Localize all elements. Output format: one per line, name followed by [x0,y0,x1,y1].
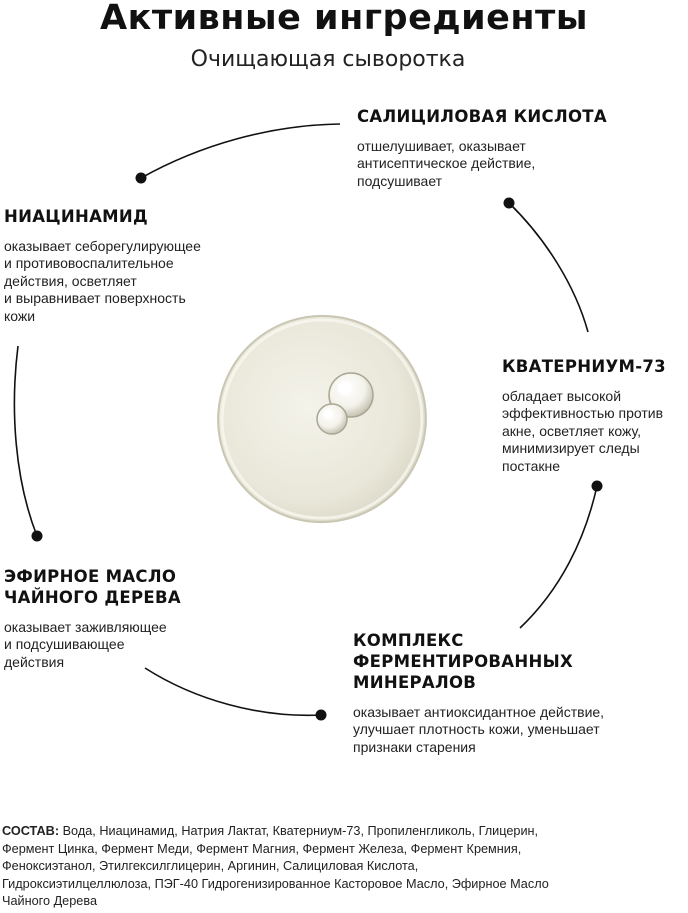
page-subtitle: Очищающая сыворотка [190,47,466,72]
ingredient-salicylic-acid [357,106,657,190]
composition-text [2,823,682,911]
ingredient-description: оказывает антиоксидантное действие, улучшает плотность кожи, уменьшает признаки старения [353,704,605,755]
ingredient-fermented-minerals [353,630,663,756]
page-title: Активные ингредиенты [100,0,588,38]
composition-list: Вода, Ниацинамид, Натрия Лактат, Кватерниум-73, Пропиленгликоль, Глицерин, Фермент Цинка, Фермент Меди, Фермент Магния, Фермент Железа, Фермент Кремния, Феноксиэтанол, Этилгексилглицерин, Аргинин, Салициловая Кислота, Гидроксиэтилцеллюлоза, ПЭГ-40 Гидрогенизированное Касторовое Масло, Эфирное Масло Чайного Дерева [2,824,549,908]
arc-salicylic-quaternium [509,203,588,332]
ingredient-name: КОМПЛЕКС ФЕРМЕНТИРОВАННЫХ МИНЕРАЛОВ [353,631,573,692]
ingredient-description: оказывает себорегулирующее и противовоспалительное действия, осветляет и выравнивает поверхность кожи [4,238,201,324]
arc-niacinamide-teatree [14,346,37,536]
dot-2 [504,198,515,209]
dot-5 [32,531,43,542]
ingredient-description: обладает высокой эффективностью против акне, осветляет кожу, минимизирует следы постакне [502,388,664,474]
dot-3 [592,481,603,492]
serum-drop-image [191,289,452,549]
ingredient-name: САЛИЦИЛОВАЯ КИСЛОТА [357,107,607,126]
ingredient-quaternium-73 [502,356,688,475]
ingredient-name: КВАТЕРНИУМ-73 [502,357,666,376]
arc-minerals-teatree [145,668,321,715]
dot-1 [136,173,147,184]
ingredient-tea-tree-oil [4,566,244,671]
arc-salicylic-niacinamide [141,124,340,178]
ingredient-description: отшелушивает, оказывает антисептическое действие, подсушивает [357,138,536,189]
ingredient-name: НИАЦИНАМИД [4,207,149,226]
ingredient-niacinamide [4,206,264,325]
arc-quaternium-minerals [520,486,597,628]
ingredient-description: оказывает заживляющее и подсушивающее действия [4,619,167,670]
ingredient-name: ЭФИРНОЕ МАСЛО ЧАЙНОГО ДЕРЕВА [4,567,181,607]
composition-label: СОСТАВ: [2,824,60,838]
dot-4 [316,710,327,721]
